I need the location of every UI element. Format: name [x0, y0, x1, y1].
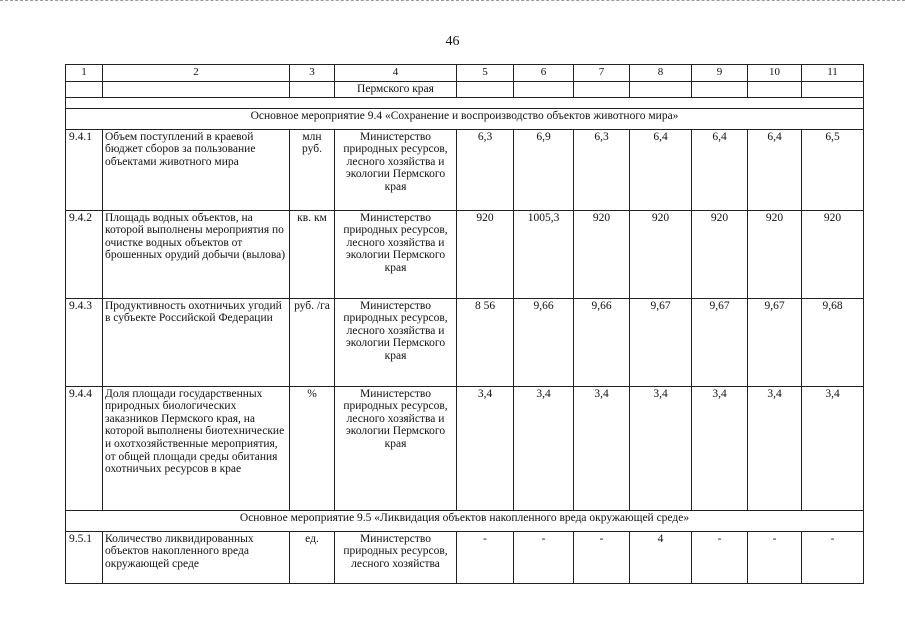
- value-cell: 6,5: [802, 129, 864, 210]
- unit-cell: ед.: [290, 531, 335, 583]
- value-cell: -: [514, 531, 574, 583]
- indicator-name: Площадь водных объектов, на которой выполнены мероприятия по очистке водных объектов от брошенных орудий добычи (вылова): [103, 210, 290, 298]
- value-cell: 3,4: [748, 386, 802, 510]
- column-header: 2: [103, 65, 290, 82]
- responsible-cell: Министерство природных ресурсов, лесного хозяйства и экологии Пермского края: [335, 298, 457, 386]
- responsible-cell: Министерство природных ресурсов, лесного хозяйства и экологии Пермского края: [335, 210, 457, 298]
- responsible-cell: Пермского края: [335, 82, 457, 98]
- table-row: [66, 210, 864, 298]
- value-cell: 920: [802, 210, 864, 298]
- value-cell: 6,9: [514, 129, 574, 210]
- indicator-name: Количество ликвидированных объектов накопленного вреда окружающей среде: [103, 531, 290, 583]
- responsible-cell: Министерство природных ресурсов, лесного хозяйства: [335, 531, 457, 583]
- section-heading-row: [66, 510, 864, 531]
- column-header: 4: [335, 65, 457, 82]
- value-cell: 9,66: [574, 298, 630, 386]
- row-id: 9.4.1: [66, 129, 103, 210]
- value-cell: 6,4: [630, 129, 692, 210]
- value-cell: 9,66: [514, 298, 574, 386]
- scan-top-edge: [0, 0, 905, 4]
- row-id: 9.4.4: [66, 386, 103, 510]
- value-cell: 3,4: [692, 386, 748, 510]
- section-title: Основное мероприятие 9.5 «Ликвидация объектов накопленного вреда окружающей среде»: [66, 510, 864, 531]
- continuation-row: [66, 82, 864, 98]
- value-cell: -: [802, 531, 864, 583]
- value-cell: 920: [692, 210, 748, 298]
- value-cell: 920: [630, 210, 692, 298]
- value-cell: 920: [748, 210, 802, 298]
- value-cell: 6,4: [748, 129, 802, 210]
- value-cell: 3,4: [802, 386, 864, 510]
- value-cell: 8 56: [457, 298, 514, 386]
- unit-cell: %: [290, 386, 335, 510]
- table-row: [66, 298, 864, 386]
- value-cell: 6,4: [692, 129, 748, 210]
- row-id: 9.5.1: [66, 531, 103, 583]
- unit-cell: млн руб.: [290, 129, 335, 210]
- value-cell: 4: [630, 531, 692, 583]
- value-cell: 9,67: [630, 298, 692, 386]
- table-row: [66, 129, 864, 210]
- value-cell: -: [692, 531, 748, 583]
- page-number: 46: [445, 34, 460, 49]
- table-row: [66, 386, 864, 510]
- value-cell: 3,4: [630, 386, 692, 510]
- column-header: 3: [290, 65, 335, 82]
- column-header: 8: [630, 65, 692, 82]
- value-cell: 9,68: [802, 298, 864, 386]
- spacer-row: [66, 97, 864, 108]
- table-row: [66, 531, 864, 583]
- column-number-header: [66, 65, 864, 82]
- value-cell: 6,3: [574, 129, 630, 210]
- value-cell: 3,4: [574, 386, 630, 510]
- value-cell: -: [457, 531, 514, 583]
- row-id: 9.4.2: [66, 210, 103, 298]
- value-cell: -: [748, 531, 802, 583]
- indicator-name: Продуктивность охотничьих угодий в субъекте Российской Федерации: [103, 298, 290, 386]
- value-cell: 920: [457, 210, 514, 298]
- responsible-cell: Министерство природных ресурсов, лесного хозяйства и экологии Пермского края: [335, 386, 457, 510]
- value-cell: 6,3: [457, 129, 514, 210]
- row-id: 9.4.3: [66, 298, 103, 386]
- value-cell: -: [574, 531, 630, 583]
- column-header: 5: [457, 65, 514, 82]
- value-cell: 920: [574, 210, 630, 298]
- value-cell: 3,4: [457, 386, 514, 510]
- column-header: 10: [748, 65, 802, 82]
- responsible-cell: Министерство природных ресурсов, лесного хозяйства и экологии Пермского края: [335, 129, 457, 210]
- indicators-table: [65, 64, 864, 584]
- column-header: 9: [692, 65, 748, 82]
- section-title: Основное мероприятие 9.4 «Сохранение и воспроизводство объектов животного мира»: [66, 108, 864, 129]
- value-cell: 9,67: [692, 298, 748, 386]
- column-header: 1: [66, 65, 103, 82]
- column-header: 7: [574, 65, 630, 82]
- value-cell: 1005,3: [514, 210, 574, 298]
- indicator-name: Доля площади государственных природных биологических заказников Пермского края, на которой выполнены биотехнические и охотхозяйственные мероприятия, от общей площади среды обитания охотничьих ресурсов в крае: [103, 386, 290, 510]
- column-header: 6: [514, 65, 574, 82]
- value-cell: 3,4: [514, 386, 574, 510]
- indicator-name: Объем поступлений в краевой бюджет сборов за пользование объектами животного мира: [103, 129, 290, 210]
- unit-cell: руб. /га: [290, 298, 335, 386]
- value-cell: 9,67: [748, 298, 802, 386]
- unit-cell: кв. км: [290, 210, 335, 298]
- column-header: 11: [802, 65, 864, 82]
- section-heading-row: [66, 108, 864, 129]
